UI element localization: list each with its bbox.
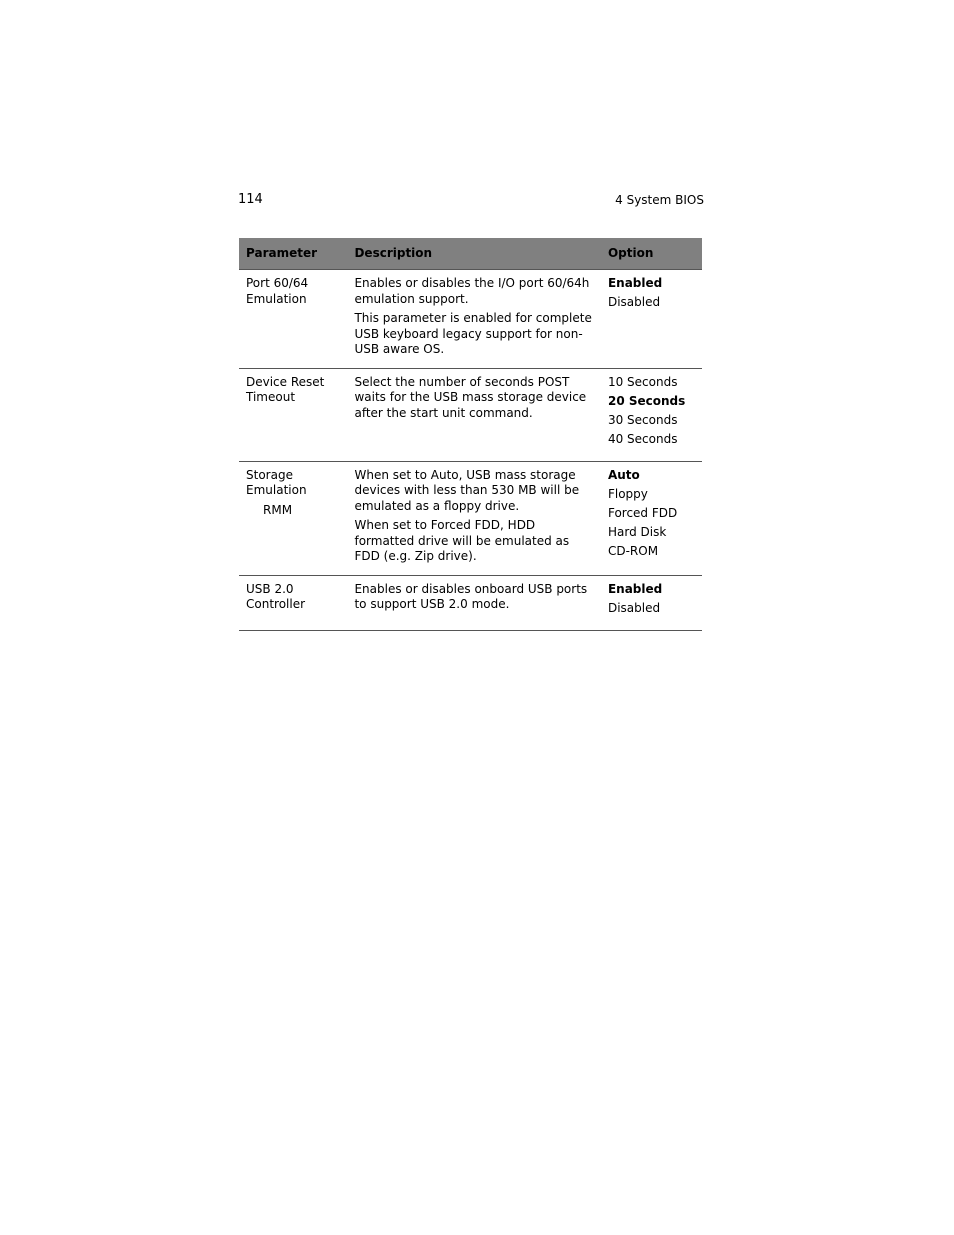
option-item: Forced FDD: [607, 505, 678, 520]
description-text: This parameter is enabled for complete USB keyboard legacy support for non-USB aware OS.: [354, 311, 592, 356]
option-default: Enabled: [607, 276, 663, 290]
description-text: When set to Auto, USB mass storage devices with less than 530 MB will be emulated as a floppy drive.: [354, 467, 580, 513]
description-text: Select the number of seconds POST waits for the USB mass storage device after the start unit command.: [354, 374, 587, 420]
option-cell: [601, 368, 702, 461]
description-cell: [347, 575, 601, 630]
chapter-title: 4 System BIOS: [615, 193, 704, 207]
description-cell: [347, 461, 601, 575]
description-text: Enables or disables onboard USB ports to support USB 2.0 mode.: [354, 581, 588, 611]
column-header-description: Description: [347, 238, 601, 270]
page-number: 114: [238, 192, 263, 207]
option-item: Hard Disk: [607, 524, 667, 539]
option-default: 20 Seconds: [607, 393, 686, 408]
table-row: [239, 461, 702, 575]
option-item: Disabled: [607, 600, 661, 615]
option-item: CD-ROM: [607, 543, 659, 558]
option-item: 10 Seconds: [607, 374, 678, 389]
description-cell: [347, 270, 601, 369]
parameter-name: Device Reset: [246, 374, 325, 389]
parameter-name: Emulation: [246, 483, 307, 497]
option-cell: [601, 461, 702, 575]
table-row: [239, 270, 702, 369]
parameter-name: Controller: [246, 597, 306, 611]
bios-parameter-table: [239, 238, 702, 631]
option-item: Floppy: [607, 486, 648, 501]
table-row: [239, 575, 702, 630]
table-row: [239, 368, 702, 461]
description-text: When set to Forced FDD, HDD formatted drive will be emulated as FDD (e.g. Zip drive).: [354, 518, 570, 563]
parameter-cell: [239, 368, 347, 461]
parameter-name: Emulation: [246, 291, 307, 306]
description-text: Enables or disables the I/O port 60/64h emulation support.: [354, 276, 590, 306]
column-header-parameter: Parameter: [239, 238, 347, 270]
table-header-row: [239, 238, 702, 270]
parameter-cell: [239, 461, 347, 575]
parameter-name: Timeout: [246, 390, 296, 404]
parameter-cell: [239, 575, 347, 630]
option-cell: [601, 575, 702, 630]
option-default: Auto: [607, 467, 640, 482]
option-cell: [601, 270, 702, 369]
parameter-cell: [239, 270, 347, 369]
parameter-name: Port 60/64: [246, 276, 309, 290]
description-cell: [347, 368, 601, 461]
option-item: Disabled: [607, 295, 661, 309]
sub-parameter-name: RMM: [263, 502, 293, 517]
parameter-name: Storage: [246, 467, 293, 482]
option-default: Enabled: [607, 581, 663, 596]
parameter-name: USB 2.0: [246, 581, 294, 596]
option-item: 40 Seconds: [607, 431, 678, 446]
option-item: 30 Seconds: [607, 412, 678, 427]
column-header-option: Option: [601, 238, 702, 270]
